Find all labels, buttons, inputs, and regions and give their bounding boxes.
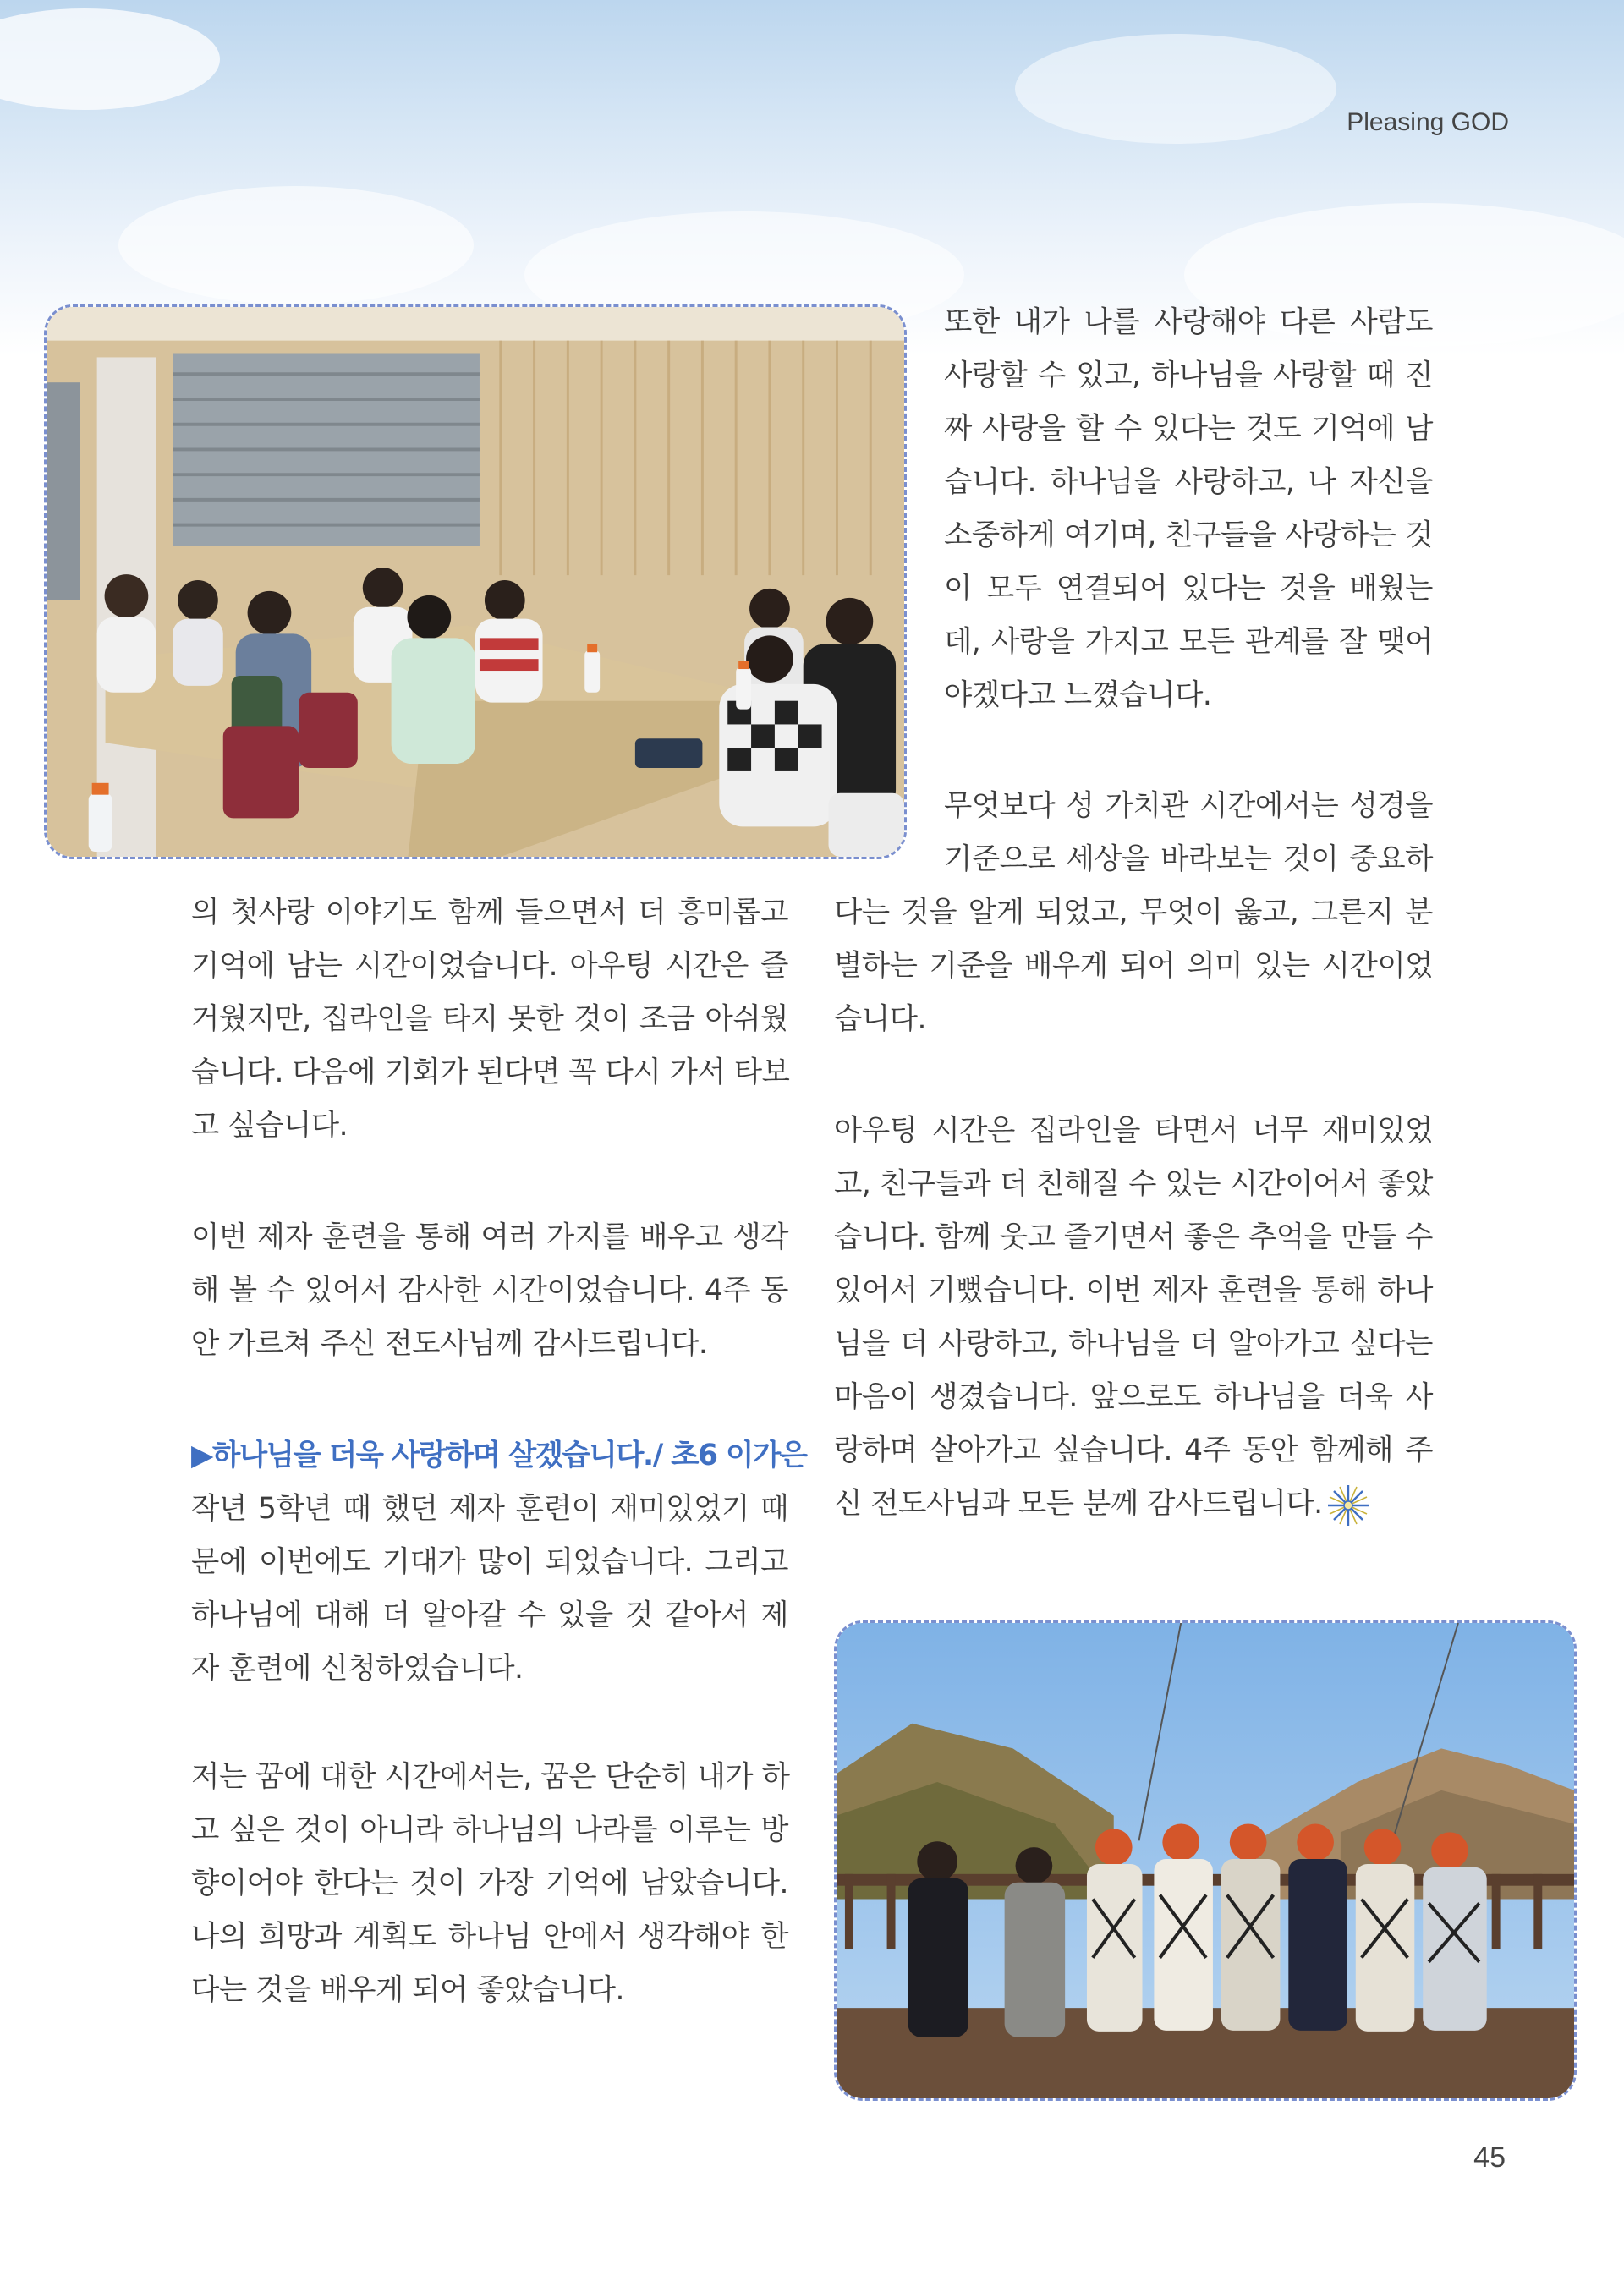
text-line: 고, 친구들과 더 친해질 수 있는 시간이어서 좋았 bbox=[834, 1167, 1433, 1201]
text-line: 짜 사랑을 할 수 있다는 것도 기억에 남 bbox=[944, 412, 1433, 446]
text-line: 아우팅 시간은 집라인을 타면서 너무 재미있었 bbox=[834, 1114, 1433, 1148]
heading-text: ▶하나님을 더욱 사랑하며 살겠습니다./ 초6 이가은 bbox=[191, 1439, 807, 1472]
text-line: 향이어야 한다는 것이 가장 기억에 남았습니다. bbox=[191, 1867, 788, 1900]
text-line bbox=[834, 1478, 1433, 1531]
text-line: 별하는 기준을 배우게 되어 의미 있는 시간이었 bbox=[834, 949, 1433, 983]
star-burst-icon bbox=[1326, 1483, 1370, 1527]
section-heading bbox=[191, 1429, 807, 1483]
text-line: 문에 이번에도 기대가 많이 되었습니다. 그리고 bbox=[191, 1545, 788, 1579]
right-paragraph-2b bbox=[834, 886, 1433, 1046]
text-line: 이번 제자 훈련을 통해 여러 가지를 배우고 생각 bbox=[191, 1220, 788, 1254]
text-line: 데, 사랑을 가지고 모든 관계를 잘 맺어 bbox=[944, 625, 1433, 659]
text-line: 무엇보다 성 가치관 시간에서는 성경을 bbox=[944, 789, 1433, 823]
text-line: 님을 더 사랑하고, 하나님을 더 알아가고 싶다는 bbox=[834, 1327, 1433, 1361]
page-number: 45 bbox=[1473, 2141, 1506, 2174]
left-paragraph-4 bbox=[191, 1751, 788, 2017]
classroom-photo-art bbox=[47, 307, 904, 857]
text-line: 기억에 남는 시간이었습니다. 아우팅 시간은 즐 bbox=[191, 949, 788, 983]
text-line: 안 가르쳐 주신 전도사님께 감사드립니다. bbox=[191, 1327, 708, 1361]
zipline-group-photo bbox=[834, 1620, 1577, 2101]
text-line: 기준으로 세상을 바라보는 것이 중요하 bbox=[944, 842, 1433, 876]
text-line: 해 볼 수 있어서 감사한 시간이었습니다. 4주 동 bbox=[191, 1274, 788, 1308]
text-line: 거웠지만, 집라인을 타지 못한 것이 조금 아쉬웠 bbox=[191, 1002, 788, 1036]
text-line: 다는 것을 배우게 되어 좋았습니다. bbox=[191, 1973, 624, 2007]
text-line: 마음이 생겼습니다. 앞으로도 하나님을 더욱 사 bbox=[834, 1380, 1433, 1414]
running-title: Pleasing GOD bbox=[1347, 108, 1509, 136]
text-line: 습니다. 하나님을 사랑하고, 나 자신을 bbox=[944, 465, 1433, 499]
text-line: 다는 것을 알게 되었고, 무엇이 옳고, 그른지 분 bbox=[834, 896, 1433, 929]
text-line: 습니다. bbox=[834, 1002, 926, 1036]
text-line: 하나님에 대해 더 알아갈 수 있을 것 같아서 제 bbox=[191, 1598, 788, 1632]
text-line: 랑하며 살아가고 싶습니다. 4주 동안 함께해 주 bbox=[834, 1434, 1433, 1467]
zipline-photo-art bbox=[837, 1623, 1574, 2098]
text-line: 고 싶은 것이 아니라 하나님의 나라를 이루는 방 bbox=[191, 1813, 788, 1847]
closing-line-text: 신 전도사님과 모든 분께 감사드립니다. bbox=[834, 1487, 1323, 1521]
text-line: 작년 5학년 때 했던 제자 훈련이 재미있었기 때 bbox=[191, 1492, 788, 1526]
text-line: 또한 내가 나를 사랑해야 다른 사람도 bbox=[944, 305, 1433, 339]
right-paragraph-2a bbox=[944, 780, 1433, 886]
right-paragraph-1 bbox=[944, 296, 1433, 722]
right-paragraph-3 bbox=[834, 1105, 1433, 1531]
left-paragraph-1 bbox=[191, 886, 788, 1153]
text-line: 나의 희망과 계획도 하나님 안에서 생각해야 한 bbox=[191, 1920, 788, 1954]
text-line: 고 싶습니다. bbox=[191, 1109, 348, 1143]
text-line: 자 훈련에 신청하였습니다. bbox=[191, 1652, 524, 1686]
text-line: 야겠다고 느꼈습니다. bbox=[944, 678, 1212, 712]
left-paragraph-3 bbox=[191, 1483, 788, 1696]
text-line: 사랑할 수 있고, 하나님을 사랑할 때 진 bbox=[944, 359, 1433, 392]
text-line: 습니다. 다음에 기회가 된다면 꼭 다시 가서 타보 bbox=[191, 1056, 790, 1089]
left-paragraph-2 bbox=[191, 1211, 788, 1371]
text-line: 저는 꿈에 대한 시간에서는, 꿈은 단순히 내가 하 bbox=[191, 1760, 790, 1794]
text-line: 의 첫사랑 이야기도 함께 들으면서 더 흥미롭고 bbox=[191, 896, 788, 929]
text-line: 소중하게 여기며, 친구들을 사랑하는 것 bbox=[944, 518, 1433, 552]
classroom-photo bbox=[44, 304, 907, 859]
text-line: 있어서 기뻤습니다. 이번 제자 훈련을 통해 하나 bbox=[834, 1274, 1433, 1308]
text-line: 이 모두 연결되어 있다는 것을 배웠는 bbox=[944, 572, 1433, 606]
text-line: 습니다. 함께 웃고 즐기면서 좋은 추억을 만들 수 bbox=[834, 1220, 1433, 1254]
